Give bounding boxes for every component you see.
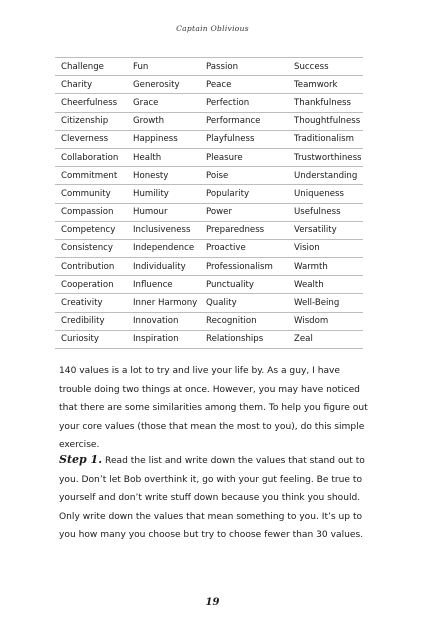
table-cell: Citizenship (55, 112, 127, 130)
table-cell: Proactive (200, 239, 288, 257)
table-row (55, 276, 363, 294)
values-table (55, 57, 363, 349)
table-cell: Generosity (127, 76, 200, 94)
table-cell: Community (55, 185, 127, 203)
table-cell: Health (127, 148, 200, 166)
table-cell: Success (288, 58, 363, 76)
table-row (55, 112, 363, 130)
table-cell: Uniqueness (288, 185, 363, 203)
paragraph-intro: 140 values is a lot to try and live your life by. As a guy, I have trouble doing two things at once. However, you may have noticed that there are some similarities among them. To help you figure out your core values (those that mean the most to you), do this simple exercise. (59, 366, 368, 451)
table-cell: Inspiration (127, 330, 200, 348)
table-cell: Poise (200, 167, 288, 185)
table-cell: Playfulness (200, 130, 288, 148)
table-row (55, 239, 363, 257)
table-cell: Grace (127, 94, 200, 112)
table-row (55, 330, 363, 348)
running-head-title: Captain Oblivious (176, 24, 249, 33)
table-row (55, 221, 363, 239)
table-row (55, 94, 363, 112)
table-cell: Power (200, 203, 288, 221)
table-cell: Compassion (55, 203, 127, 221)
table-cell: Contribution (55, 258, 127, 276)
table-cell: Trustworthiness (288, 148, 363, 166)
table-cell: Credibility (55, 312, 127, 330)
table-row (55, 148, 363, 166)
table-row (55, 167, 363, 185)
table-cell: Pleasure (200, 148, 288, 166)
table-cell: Humility (127, 185, 200, 203)
table-cell: Passion (200, 58, 288, 76)
table-cell: Happiness (127, 130, 200, 148)
page-number: 19 (205, 597, 220, 608)
table-cell: Quality (200, 294, 288, 312)
table-cell: Individuality (127, 258, 200, 276)
table-row (55, 130, 363, 148)
table-row (55, 203, 363, 221)
table-cell: Honesty (127, 167, 200, 185)
table-cell: Curiosity (55, 330, 127, 348)
table-cell: Warmth (288, 258, 363, 276)
table-row (55, 294, 363, 312)
table-cell: Thoughtfulness (288, 112, 363, 130)
table-cell: Preparedness (200, 221, 288, 239)
table-cell: Innovation (127, 312, 200, 330)
step-text: Read the list and write down the values that stand out to you. Don’t let Bob overthink it, go with your gut feeling. Be true to yourself and don’t write stuff down because you think you should. Only write down the values that mean something to you. It’s up to you how many you choose but try to choose fewer than 30 values. (59, 456, 365, 541)
values-table-body (55, 58, 363, 349)
table-cell: Commitment (55, 167, 127, 185)
table-cell: Wealth (288, 276, 363, 294)
table-cell: Consistency (55, 239, 127, 257)
table-cell: Cleverness (55, 130, 127, 148)
table-cell: Collaboration (55, 148, 127, 166)
table-row (55, 185, 363, 203)
table-row (55, 76, 363, 94)
table-cell: Professionalism (200, 258, 288, 276)
table-cell: Creativity (55, 294, 127, 312)
table-cell: Understanding (288, 167, 363, 185)
table-cell: Wisdom (288, 312, 363, 330)
table-row (55, 258, 363, 276)
table-cell: Perfection (200, 94, 288, 112)
table-cell: Punctuality (200, 276, 288, 294)
table-cell: Independence (127, 239, 200, 257)
table-cell: Inner Harmony (127, 294, 200, 312)
table-cell: Inclusiveness (127, 221, 200, 239)
table-cell: Vision (288, 239, 363, 257)
table-cell: Competency (55, 221, 127, 239)
table-row (55, 58, 363, 76)
table-cell: Cooperation (55, 276, 127, 294)
table-cell: Zeal (288, 330, 363, 348)
table-cell: Usefulness (288, 203, 363, 221)
step-label: Step 1. (59, 453, 103, 466)
table-cell: Recognition (200, 312, 288, 330)
table-cell: Charity (55, 76, 127, 94)
table-cell: Cheerfulness (55, 94, 127, 112)
table-cell: Peace (200, 76, 288, 94)
table-cell: Performance (200, 112, 288, 130)
table-cell: Versatility (288, 221, 363, 239)
table-cell: Challenge (55, 58, 127, 76)
table-cell: Humour (127, 203, 200, 221)
paragraph-step-1 (59, 451, 369, 545)
table-cell: Traditionalism (288, 130, 363, 148)
table-cell: Growth (127, 112, 200, 130)
table-row (55, 312, 363, 330)
table-cell: Thankfulness (288, 94, 363, 112)
table-cell: Influence (127, 276, 200, 294)
table-cell: Fun (127, 58, 200, 76)
table-cell: Well-Being (288, 294, 363, 312)
table-cell: Relationships (200, 330, 288, 348)
table-cell: Popularity (200, 185, 288, 203)
table-cell: Teamwork (288, 76, 363, 94)
